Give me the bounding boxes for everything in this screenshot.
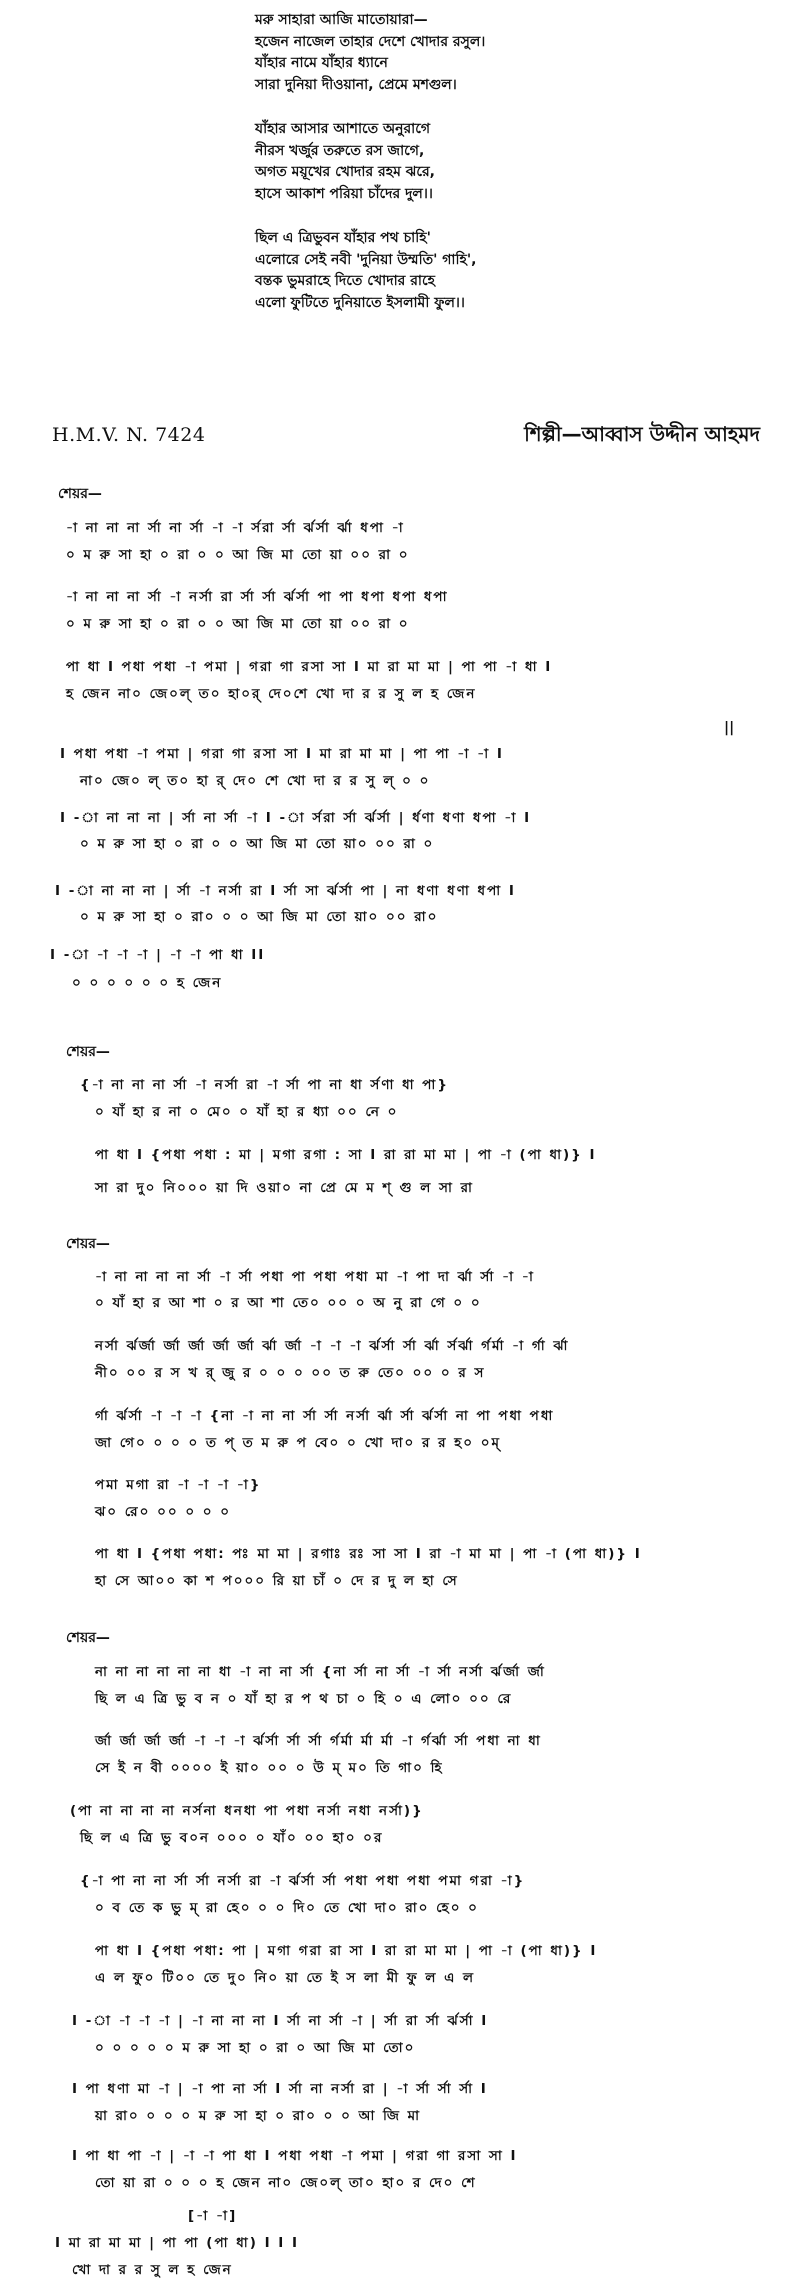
notation-line: I মা রা মা মা | পা পা (পা ধা) I I I <box>55 2235 300 2251</box>
poem-stanza <box>255 10 485 96</box>
lyric-line: খো দা র র সু ল হ জেন <box>72 2262 233 2278</box>
lyric-line: হ জেন না০ জে০ল্ ত০ হা০র্ দে০শে খো দা র র সু ল হ জেন <box>66 686 477 702</box>
notation-line: -া না না না র্সা না র্সা -া -া র্সরা র্সা র্ঝর্সা র্ঝা ধপা -া <box>66 520 405 536</box>
notation-line: I -া -া -া -া | -া -া পা ধা II <box>50 947 266 963</box>
notation-line: I পা ধা পা -া | -া -া পা ধা I পধা পধা -া পমা | গরা গা রসা সা I <box>72 2148 518 2164</box>
lyric-line: ০ যাঁ হা র আ শা ০ র আ শা তে০ ০০ ০ অ নু রা গে ০ ০ <box>95 1295 482 1311</box>
lyric-line: ০ ম রু সা হা ০ রা ০ ০ আ জি মা তো য়া ০০ রা ০ <box>66 547 410 563</box>
lyric-line: য়া রা০ ০ ০ ০ ম রু সা হা ০ রা০ ০ ০ আ জি মা <box>95 2108 422 2124</box>
double-bar-mark: || <box>724 720 735 736</box>
notation-line: I পধা পধা -া পমা | গরা গা রসা সা I মা রা মা মা | পা পা -া -া I <box>60 746 504 762</box>
artist-credit: শিল্পী—আব্বাস উদ্দীন আহমদ <box>524 422 760 446</box>
poem-line: মরু সাহারা আজি মাতোয়ারা— <box>255 12 428 28</box>
poem-line: অগত ময়ূখের খোদার রহম ঝরে, <box>255 164 435 180</box>
lyric-line: নী০ ০০ র স খ র্ জু র ০ ০ ০ ০০ ত রু তে০ ০০ ০ র স <box>95 1365 486 1381</box>
notation-line: পা ধা I {পধা পধা : মা | মগা রগা : সা I রা রা মা মা | পা -া (পা ধা)} I <box>95 1147 597 1163</box>
lyric-line: ০ ০ ০ ০ ০ ০ হ জেন <box>72 975 223 991</box>
lyric-line: ০ ব তে ক ভু ম্ রা হে০ ০ ০ দি০ তে খো দা০ রা০ হে০ ০ <box>95 1900 479 1916</box>
notation-line: -া না না না র্সা -া নর্সা রা র্সা র্সা র্ঝর্সা পা পা ধপা ধপা ধপা <box>66 589 449 605</box>
notation-line: I -া না না না | র্সা না র্সা -া I -া র্সরা র্সা র্ঝর্সা | র্ধণা ধণা ধপা -া I <box>60 810 532 826</box>
lyric-line: ০ ম রু সা হা ০ রা০ ০ ০ আ জি মা তো য়া০ ০০ রা০ <box>80 909 439 925</box>
lyric-line: ০ যাঁ হা র না ০ মে০ ০ যাঁ হা র ধ্যা ০০ নে ০ <box>95 1104 399 1120</box>
lyric-line: না০ জে০ ল্ ত০ হা র্ দে০ শে খো দা র র সু ল্ ০ ০ <box>80 773 431 789</box>
notation-line: পা ধা I পধা পধা -া পমা | গরা গা রসা সা I মা রা মা মা | পা পা -া ধা I <box>66 659 553 675</box>
section-label: শেয়র— <box>66 1044 110 1060</box>
notation-line: I -া না না না | র্সা -া নর্সা রা I র্সা সা র্ঝর্সা পা | না ধণা ধণা ধপা I <box>55 883 516 899</box>
section-label: শেয়র— <box>58 486 102 502</box>
poem-line: যাঁহার আসার আশাতে অনুরাগে <box>255 121 431 137</box>
lyric-line: সে ই ন বী ০০০০ ই য়া০ ০০ ০ উ ম্ ম০ তি গা০ হি <box>95 1760 444 1776</box>
notation-line: র্জা র্জা র্জা র্জা -া -া -া র্ঝর্সা র্সা র্সা র্গর্মা র্মা র্মা -া র্গর্ঝা র্সা পধা না ধা <box>95 1733 542 1749</box>
poem-stanza <box>255 119 485 205</box>
poem-line: এলো ফুটিতে দুনিয়াতে ইসলামী ফুল।। <box>255 294 465 311</box>
poem-stanza <box>255 228 485 314</box>
notation-line: নর্সা র্ঝর্জা র্জা র্জা র্জা র্জা র্ঝা র্জা -া -া -া র্ঝর্সা র্সা র্ঝা র্সর্ঝা র্গর্মা -া র্গা র্ঝা <box>95 1338 570 1354</box>
record-header <box>0 420 800 454</box>
lyric-line: জা গে০ ০ ০ ০ ত প্ ত ম রু প বে০ ০ খো দা০ র র হ০ ০ম্ <box>95 1435 502 1451</box>
lyric-line: এ ল ফু০ টি০০ তে দু০ নি০ য়া তে ই স লা মী ফু ল এ ল <box>95 1970 476 1986</box>
lyric-line: হা সে আ০০ কা শ প০০০ রি য়া চাঁ ০ দে র দু ল হা সে <box>95 1573 459 1589</box>
lyric-line: ০ ম রু সা হা ০ রা ০ ০ আ জি মা তো য়া ০০ রা ০ <box>66 616 410 632</box>
lyrics-poem <box>255 10 485 314</box>
poem-line: সারা দুনিয়া দীওয়ানা, প্রেমে মশগুল। <box>255 76 457 93</box>
notation-line: পমা মগা রা -া -া -া -া} <box>95 1477 262 1493</box>
record-number: H.M.V. N. 7424 <box>52 424 206 446</box>
poem-line: এলোরে সেই নবী 'দুনিয়া উম্মতি' গাহি', <box>255 251 477 268</box>
notation-line: পা ধা I {পধা পধা: পা | মগা গরা রা সা I রা রা মা মা | পা -া (পা ধা)} I <box>95 1943 598 1959</box>
notation-line: {-া পা না না র্সা র্সা নর্সা রা -া র্ঝর্সা র্সা পধা পধা পধা পমা গরা -া} <box>80 1873 526 1889</box>
notation-line: পা ধা I {পধা পধা: পঃ মা মা | রগাঃ রঃ সা সা I রা -া মা মা | পা -া (পা ধা)} I <box>95 1546 642 1562</box>
notation-bracket: [-া -া] <box>188 2208 238 2224</box>
lyric-line: ছি ল এ ত্রি ভু ব০ন ০০০ ০ যাঁ০ ০০ হা০ ০র <box>80 1830 384 1846</box>
poem-line: নীরস খর্জুর তরুতে রস জাগে, <box>255 142 425 159</box>
notation-line: র্গা র্ঝর্সা -া -া -া {না -া না না র্সা র্সা নর্সা র্ঝা র্সা র্ঝর্সা না পা পধা পধা <box>95 1408 555 1424</box>
notation-line: -া না না না না র্সা -া র্সা পধা পা পধা পধা মা -া পা দা র্ঝা র্সা -া -া <box>95 1269 535 1285</box>
poem-line: হজেন নাজেল তাহার দেশে খোদার রসুল। <box>255 33 486 50</box>
notation-line: না না না না না না ধা -া না না র্সা {না র্সা না র্সা -া র্সা নর্সা র্ঝর্জা র্জা <box>95 1664 546 1680</box>
notation-line: (পা না না না না নর্সনা ধনধা পা পধা নর্সা নধা নর্সা)} <box>70 1803 424 1819</box>
lyric-line: ০ ম রু সা হা ০ রা ০ ০ আ জি মা তো য়া০ ০০ রা ০ <box>80 836 435 852</box>
lyric-line: সা রা দু০ নি০০০ য়া দি ওয়া০ না প্রে মে ম শ্ গু ল সা রা <box>95 1180 474 1196</box>
poem-line: বন্তক ভুমরাহে দিতে খোদার রাহে <box>255 273 435 289</box>
lyric-line: ঝ০ রে০ ০০ ০ ০ ০ <box>95 1504 232 1520</box>
poem-line: যাঁহার নামে যাঁহার ধ্যানে <box>255 55 388 71</box>
poem-line: হাসে আকাশ পরিয়া চাঁদের দুল।। <box>255 185 433 202</box>
notation-line: I পা ধণা মা -া | -া পা না র্সা I র্সা না নর্সা রা | -া র্সা র্সা র্সা I <box>72 2081 488 2097</box>
section-label: শেয়র— <box>66 1236 110 1252</box>
lyric-line: ০ ০ ০ ০ ০ ম রু সা হা ০ রা ০ আ জি মা তো০ <box>95 2040 416 2056</box>
lyric-line: ছি ল এ ত্রি ভু ব ন ০ যাঁ হা র প থ চা ০ হি ০ এ লো০ ০০ রে <box>95 1691 513 1707</box>
poem-line: ছিল এ ত্রিভুবন যাঁহার পথ চাহি' <box>255 230 431 246</box>
notation-line: I -া -া -া -া | -া না না না I র্সা না র্সা -া | র্সা রা র্সা র্ঝর্সা I <box>72 2013 489 2029</box>
lyric-line: তো য়া রা ০ ০ ০ হ জেন না০ জে০ল্ তা০ হা০ র দে০ শে <box>95 2175 477 2191</box>
notation-line: {-া না না না র্সা -া নর্সা রা -া র্সা পা না ধা র্সণা ধা পা} <box>80 1077 449 1093</box>
section-label: শেয়র— <box>66 1630 110 1646</box>
